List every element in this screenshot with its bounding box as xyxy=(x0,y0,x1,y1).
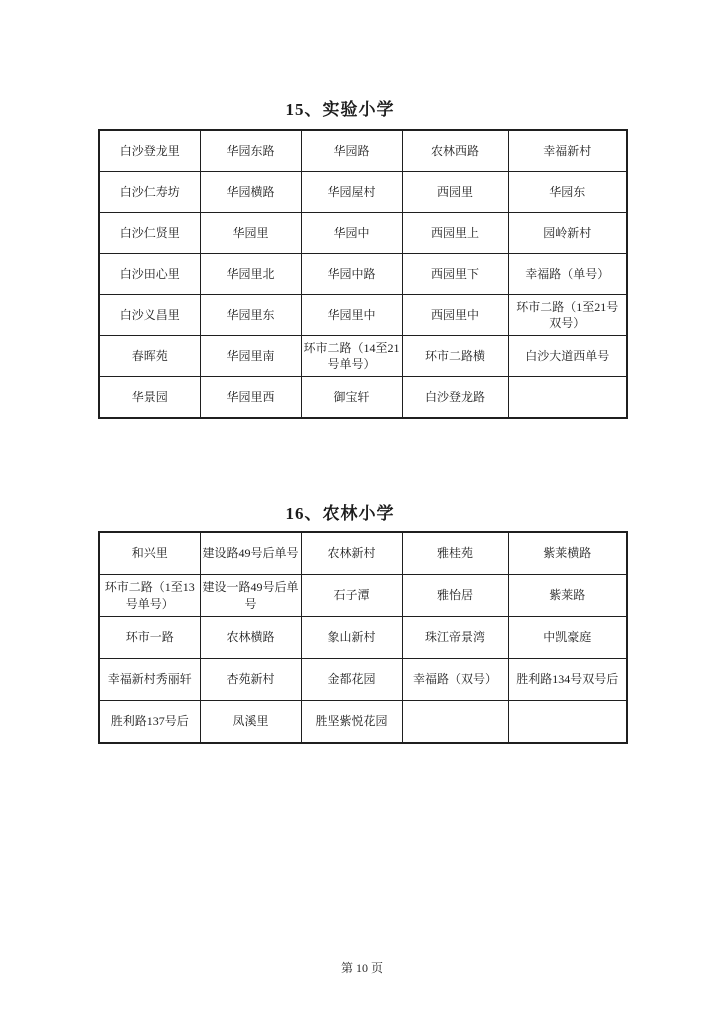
table-cell: 西园里中 xyxy=(402,295,508,336)
table-row xyxy=(99,254,627,295)
table-cell: 园岭新村 xyxy=(508,213,627,254)
table-cell: 建设一路49号后单号 xyxy=(200,575,301,617)
table-cell: 和兴里 xyxy=(99,532,200,575)
table-cell: 华园路 xyxy=(301,130,402,172)
table-cell: 华园屋村 xyxy=(301,172,402,213)
table-row xyxy=(99,701,627,744)
table-cell: 农林西路 xyxy=(402,130,508,172)
table-cell: 华园里 xyxy=(200,213,301,254)
table-cell: 环市二路横 xyxy=(402,336,508,377)
table-cell: 春晖苑 xyxy=(99,336,200,377)
table-cell: 西园里下 xyxy=(402,254,508,295)
table-row xyxy=(99,130,627,172)
table-cell: 华园里南 xyxy=(200,336,301,377)
table-cell: 华园里西 xyxy=(200,377,301,419)
table-cell: 胜坚紫悦花园 xyxy=(301,701,402,744)
table-cell: 华园东 xyxy=(508,172,627,213)
table-cell: 华园里北 xyxy=(200,254,301,295)
table-row xyxy=(99,659,627,701)
table-cell: 华园里中 xyxy=(301,295,402,336)
table-cell: 紫莱横路 xyxy=(508,532,627,575)
table-row xyxy=(99,617,627,659)
table-cell: 白沙大道西单号 xyxy=(508,336,627,377)
table-cell: 白沙义昌里 xyxy=(99,295,200,336)
table-cell: 雅桂苑 xyxy=(402,532,508,575)
table-cell: 凤溪里 xyxy=(200,701,301,744)
table-cell: 环市一路 xyxy=(99,617,200,659)
table-row xyxy=(99,575,627,617)
table-cell: 白沙仁寿坊 xyxy=(99,172,200,213)
table-cell: 华园东路 xyxy=(200,130,301,172)
table-cell: 幸福新村秀丽轩 xyxy=(99,659,200,701)
table-cell: 华园中路 xyxy=(301,254,402,295)
table-cell: 华园横路 xyxy=(200,172,301,213)
table-cell: 华园里东 xyxy=(200,295,301,336)
table-cell: 幸福路（单号） xyxy=(508,254,627,295)
section-title-nonglin-primary: 16、农林小学 xyxy=(285,504,395,523)
table-cell xyxy=(508,701,627,744)
table-cell: 环市二路（1至21号双号） xyxy=(508,295,627,336)
section-title-experimental-primary: 15、实验小学 xyxy=(285,100,395,119)
table-cell: 西园里上 xyxy=(402,213,508,254)
table-row xyxy=(99,295,627,336)
table-row xyxy=(99,213,627,254)
district-table-nonglin-primary xyxy=(98,531,628,744)
page-number: 第 10 页 xyxy=(340,961,383,975)
table-cell: 西园里 xyxy=(402,172,508,213)
district-table-experimental-primary xyxy=(98,129,628,419)
table-row xyxy=(99,172,627,213)
table-row xyxy=(99,532,627,575)
table-cell: 白沙登龙里 xyxy=(99,130,200,172)
table-cell xyxy=(402,701,508,744)
table-cell: 农林新村 xyxy=(301,532,402,575)
table-cell: 石子潭 xyxy=(301,575,402,617)
table-cell: 象山新村 xyxy=(301,617,402,659)
table-cell: 华景园 xyxy=(99,377,200,419)
table-cell: 白沙登龙路 xyxy=(402,377,508,419)
table-cell: 环市二路（14至21号单号） xyxy=(301,336,402,377)
table-row xyxy=(99,336,627,377)
table-cell: 中凯豪庭 xyxy=(508,617,627,659)
table-cell: 农林横路 xyxy=(200,617,301,659)
table-cell xyxy=(508,377,627,419)
table-cell: 金都花园 xyxy=(301,659,402,701)
table-cell: 珠江帝景湾 xyxy=(402,617,508,659)
table-cell: 雅怡居 xyxy=(402,575,508,617)
table-cell: 建设路49号后单号 xyxy=(200,532,301,575)
table-cell: 胜利路137号后 xyxy=(99,701,200,744)
table-cell: 白沙田心里 xyxy=(99,254,200,295)
table-cell: 杏苑新村 xyxy=(200,659,301,701)
table-cell: 白沙仁贤里 xyxy=(99,213,200,254)
table-cell: 幸福路（双号） xyxy=(402,659,508,701)
table-cell: 幸福新村 xyxy=(508,130,627,172)
table-cell: 环市二路（1至13号单号） xyxy=(99,575,200,617)
table-cell: 华园中 xyxy=(301,213,402,254)
table-cell: 胜利路134号双号后 xyxy=(508,659,627,701)
table-cell: 紫莱路 xyxy=(508,575,627,617)
table-row xyxy=(99,377,627,419)
table-cell: 御宝轩 xyxy=(301,377,402,419)
